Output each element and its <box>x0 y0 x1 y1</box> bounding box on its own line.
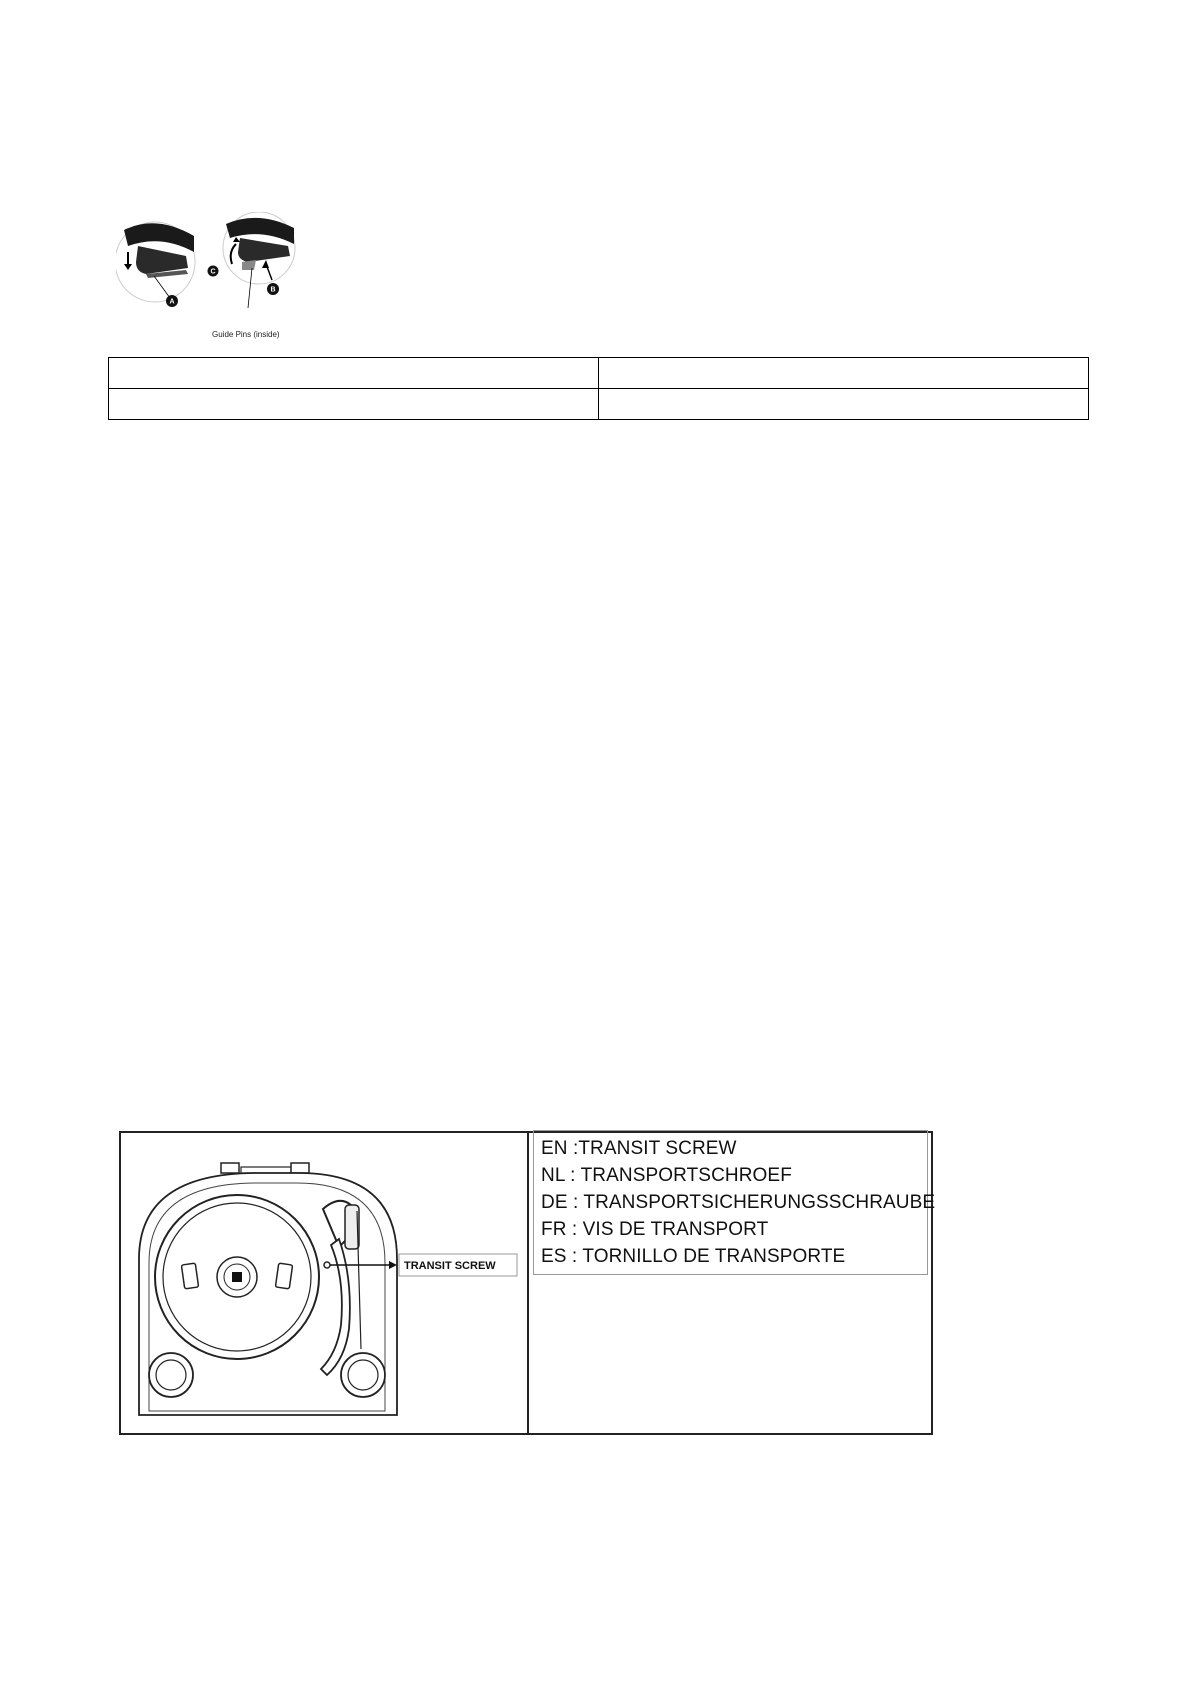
translation-nl: NL : TRANSPORTSCHROEF <box>541 1165 792 1186</box>
cartridge-illustration <box>116 212 316 340</box>
table-row <box>109 389 1089 420</box>
translation-list <box>533 1130 936 1275</box>
table-cell <box>109 389 599 420</box>
turntable-drawing <box>127 1139 523 1429</box>
guide-pins-caption: Guide Pins (inside) <box>212 330 280 339</box>
table-row <box>109 358 1089 389</box>
empty-table <box>108 357 1089 420</box>
transit-screw-figure <box>119 1131 936 1435</box>
cartridge-install-figure <box>116 212 316 340</box>
translation-en: EN :TRANSIT SCREW <box>541 1138 737 1159</box>
translation-es: ES : TORNILLO DE TRANSPORTE <box>541 1246 846 1267</box>
transit-screw-point <box>324 1262 330 1268</box>
svg-text:C: C <box>210 268 216 276</box>
table-cell <box>109 358 599 389</box>
translation-fr: FR : VIS DE TRANSPORT <box>541 1219 769 1240</box>
translation-de: DE : TRANSPORTSICHERUNGSSCHRAUBE <box>541 1192 936 1213</box>
figure-divider <box>527 1133 529 1433</box>
table-cell <box>599 389 1089 420</box>
transit-screw-callout: TRANSIT SCREW <box>404 1260 496 1272</box>
svg-text:A: A <box>169 298 175 306</box>
svg-text:B: B <box>270 286 276 294</box>
table-cell <box>599 358 1089 389</box>
